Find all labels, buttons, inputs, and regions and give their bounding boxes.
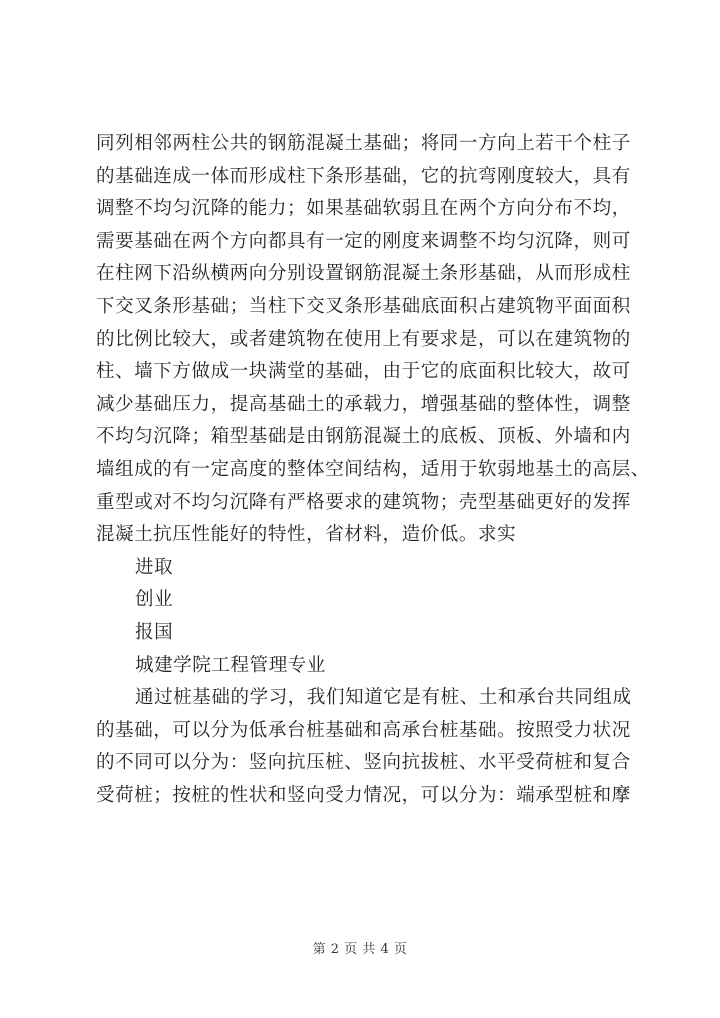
motto-line: 创业 xyxy=(135,589,174,611)
paragraph-line: 同列相邻两柱公共的钢筋混凝土基础；将同一方向上若干个柱子 xyxy=(96,133,631,154)
paragraph-line: 在柱网下沿纵横两向分别设置钢筋混凝土条形基础，从而形成柱 xyxy=(96,263,631,285)
paragraph-line: 柱、墙下方做成一块满堂的基础，由于它的底面积比较大，故可 xyxy=(96,361,631,383)
paragraph-line: 墙组成的有一定高度的整体空间结构，适用于软弱地基土的高层、 xyxy=(96,458,650,480)
paragraph-line: 的不同可以分为：竖向抗压桩、竖向抗拔桩、水平受荷桩和复合 xyxy=(96,752,631,774)
paragraph-line: 重型或对不均匀沉降有严格要求的建筑物；壳型基础更好的发挥 xyxy=(96,491,631,513)
page-number-footer: 第 2 页 共 4 页 xyxy=(312,942,408,957)
motto-line: 报国 xyxy=(135,621,174,643)
document-body xyxy=(96,128,650,812)
paragraph-line: 减少基础压力，提高基础土的承载力，增强基础的整体性，调整 xyxy=(96,393,631,415)
paragraph-line: 调整不均匀沉降的能力；如果基础软弱且在两个方向分布不均， xyxy=(96,198,631,220)
paragraph-line: 的基础连成一体而形成柱下条形基础，它的抗弯刚度较大，具有 xyxy=(96,165,631,187)
paragraph-line: 下交叉条形基础；当柱下交叉条形基础底面积占建筑物平面面积 xyxy=(96,295,631,317)
motto-line: 进取 xyxy=(135,556,174,578)
paragraph-line: 不均匀沉降；箱型基础是由钢筋混凝土的底板、顶板、外墙和内 xyxy=(96,426,631,448)
paragraph-line: 受荷桩；按桩的性状和竖向受力情况，可以分为：端承型桩和摩 xyxy=(96,784,631,806)
paragraph-line: 的基础，可以分为低承台桩基础和高承台桩基础。按照受力状况 xyxy=(96,719,631,741)
paragraph-line: 需要基础在两个方向都具有一定的刚度来调整不均匀沉降，则可 xyxy=(96,230,631,252)
paragraph-line: 混凝土抗压性能好的特性，省材料，造价低。求实 xyxy=(96,524,517,546)
paragraph-line: 的比例比较大，或者建筑物在使用上有要求是，可以在建筑物的 xyxy=(96,328,631,350)
paragraph-line: 通过桩基础的学习，我们知道它是有桩、土和承台共同组成 xyxy=(135,687,632,709)
department-line: 城建学院工程管理专业 xyxy=(135,654,327,676)
